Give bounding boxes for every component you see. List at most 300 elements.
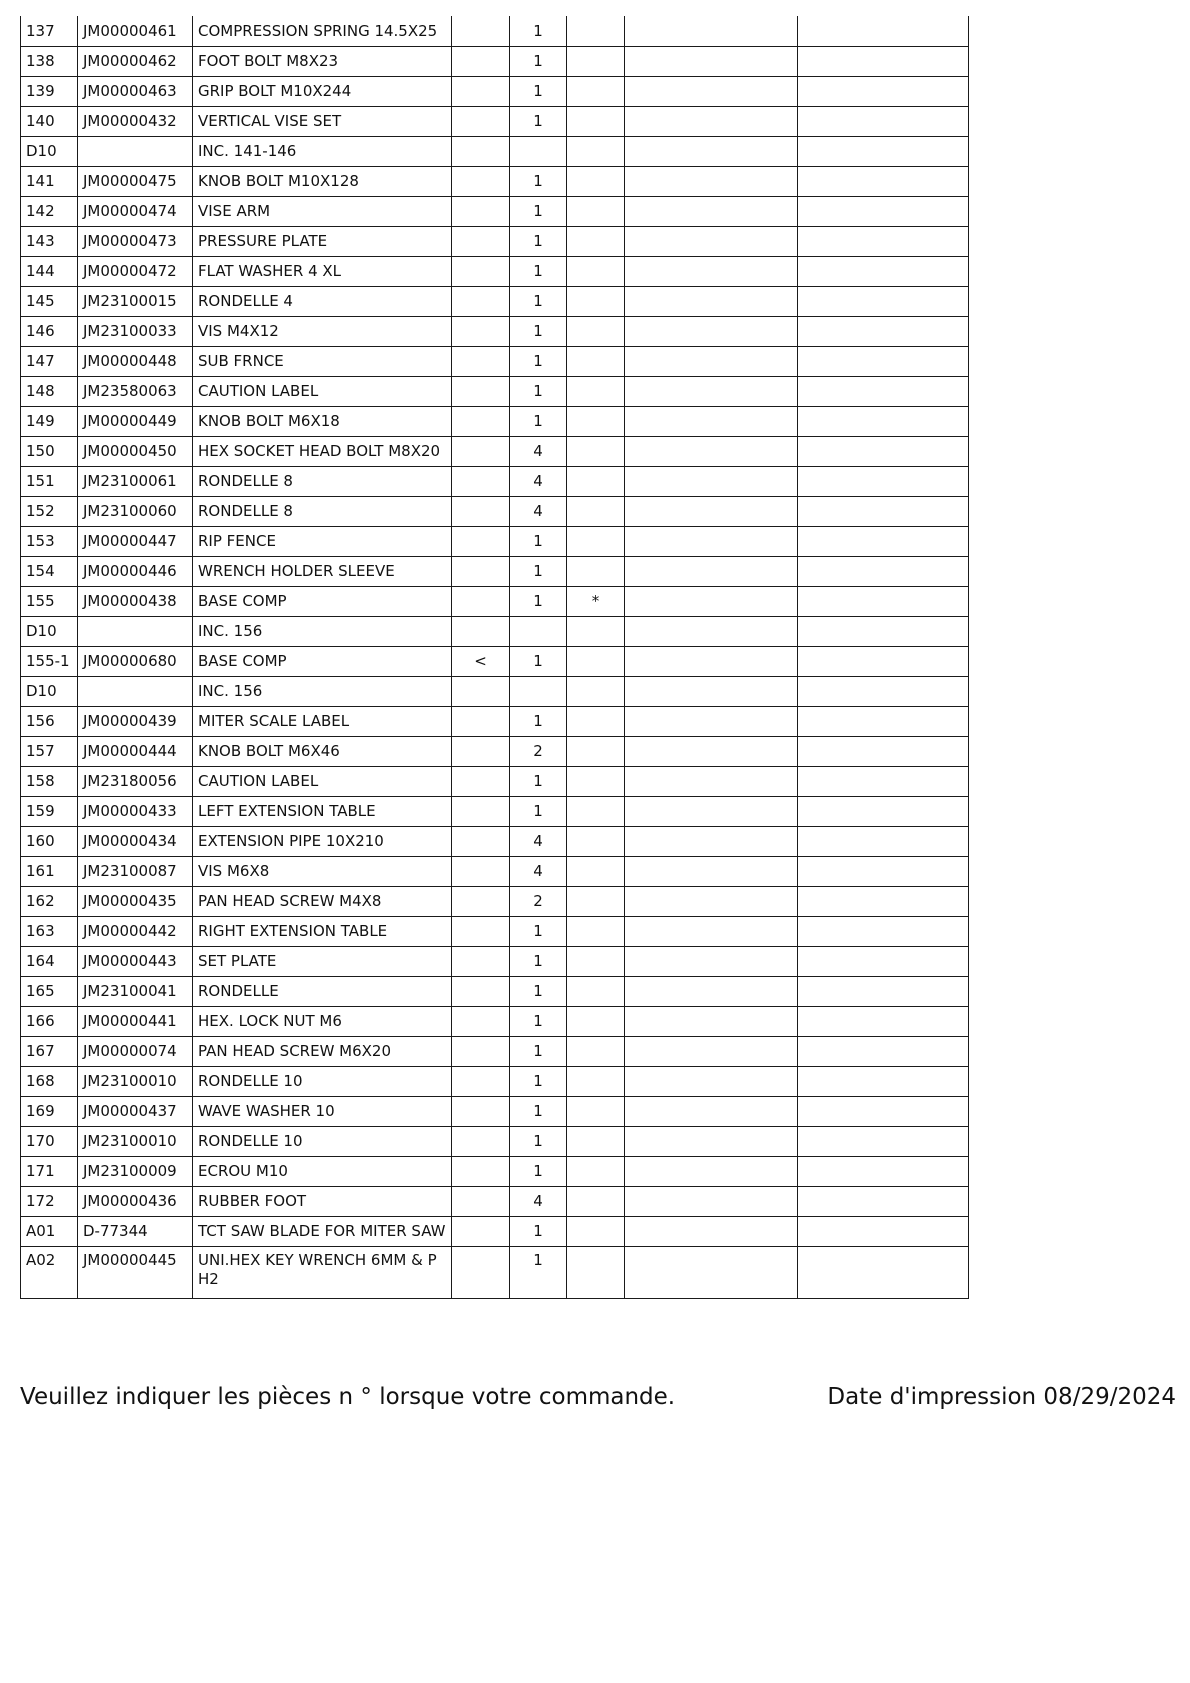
ref-cell: 158	[21, 766, 78, 796]
note-cell	[567, 16, 625, 46]
description-cell: LEFT EXTENSION TABLE	[193, 796, 452, 826]
part-number-cell: JM23100015	[78, 286, 193, 316]
blank-cell	[798, 1036, 969, 1066]
part-number-cell: JM00000438	[78, 586, 193, 616]
ref-cell: 144	[21, 256, 78, 286]
table-row	[21, 316, 969, 346]
quantity-cell: 1	[510, 346, 567, 376]
quantity-cell: 1	[510, 406, 567, 436]
ref-cell: 155	[21, 586, 78, 616]
mark-cell	[452, 106, 510, 136]
ref-cell: 138	[21, 46, 78, 76]
part-number-cell: JM00000439	[78, 706, 193, 736]
mark-cell: <	[452, 646, 510, 676]
blank-cell	[798, 1006, 969, 1036]
ref-cell: 159	[21, 796, 78, 826]
quantity-cell: 4	[510, 466, 567, 496]
note-cell	[567, 856, 625, 886]
table-row	[21, 76, 969, 106]
note-cell	[567, 1006, 625, 1036]
quantity-cell: 1	[510, 46, 567, 76]
note-cell	[567, 106, 625, 136]
description-cell: VISE ARM	[193, 196, 452, 226]
ref-cell: 164	[21, 946, 78, 976]
note-cell	[567, 676, 625, 706]
mark-cell	[452, 46, 510, 76]
ref-cell: 165	[21, 976, 78, 1006]
part-number-cell: D-77344	[78, 1216, 193, 1246]
part-number-cell: JM23100061	[78, 466, 193, 496]
blank-cell	[798, 916, 969, 946]
part-number-cell: JM00000474	[78, 196, 193, 226]
ref-cell: 142	[21, 196, 78, 226]
part-number-cell: JM00000463	[78, 76, 193, 106]
mark-cell	[452, 916, 510, 946]
table-row	[21, 196, 969, 226]
mark-cell	[452, 826, 510, 856]
blank-cell	[625, 46, 798, 76]
blank-cell	[625, 166, 798, 196]
mark-cell	[452, 976, 510, 1006]
description-cell: ECROU M10	[193, 1156, 452, 1186]
part-number-cell	[78, 616, 193, 646]
part-number-cell: JM00000472	[78, 256, 193, 286]
part-number-cell: JM00000435	[78, 886, 193, 916]
table-row	[21, 646, 969, 676]
mark-cell	[452, 1006, 510, 1036]
mark-cell	[452, 376, 510, 406]
ref-cell: A02	[21, 1246, 78, 1298]
description-cell: RONDELLE 10	[193, 1126, 452, 1156]
table-row	[21, 856, 969, 886]
table-row	[21, 286, 969, 316]
ref-cell: 157	[21, 736, 78, 766]
blank-cell	[625, 826, 798, 856]
note-cell	[567, 946, 625, 976]
mark-cell	[452, 16, 510, 46]
blank-cell	[625, 376, 798, 406]
part-number-cell: JM00000475	[78, 166, 193, 196]
print-date: Date d'impression 08/29/2024	[827, 1384, 1176, 1410]
blank-cell	[798, 76, 969, 106]
table-row	[21, 376, 969, 406]
table-row	[21, 556, 969, 586]
note-cell: *	[567, 586, 625, 616]
quantity-cell: 1	[510, 106, 567, 136]
note-cell	[567, 1156, 625, 1186]
ref-cell: 169	[21, 1096, 78, 1126]
mark-cell	[452, 406, 510, 436]
note-cell	[567, 166, 625, 196]
part-number-cell: JM00000441	[78, 1006, 193, 1036]
blank-cell	[798, 826, 969, 856]
mark-cell	[452, 436, 510, 466]
description-cell: INC. 156	[193, 616, 452, 646]
note-cell	[567, 886, 625, 916]
part-number-cell: JM00000446	[78, 556, 193, 586]
blank-cell	[625, 16, 798, 46]
mark-cell	[452, 286, 510, 316]
blank-cell	[625, 976, 798, 1006]
blank-cell	[798, 466, 969, 496]
blank-cell	[798, 796, 969, 826]
blank-cell	[798, 706, 969, 736]
quantity-cell: 1	[510, 196, 567, 226]
description-cell: KNOB BOLT M10X128	[193, 166, 452, 196]
blank-cell	[798, 346, 969, 376]
blank-cell	[625, 586, 798, 616]
note-cell	[567, 646, 625, 676]
quantity-cell: 4	[510, 496, 567, 526]
description-cell: MITER SCALE LABEL	[193, 706, 452, 736]
blank-cell	[798, 106, 969, 136]
table-row	[21, 826, 969, 856]
description-cell: CAUTION LABEL	[193, 766, 452, 796]
mark-cell	[452, 76, 510, 106]
description-cell: RIGHT EXTENSION TABLE	[193, 916, 452, 946]
blank-cell	[798, 316, 969, 346]
blank-cell	[625, 1156, 798, 1186]
mark-cell	[452, 856, 510, 886]
description-cell: PAN HEAD SCREW M6X20	[193, 1036, 452, 1066]
ref-cell: 163	[21, 916, 78, 946]
blank-cell	[798, 286, 969, 316]
part-number-cell: JM23100010	[78, 1126, 193, 1156]
mark-cell	[452, 466, 510, 496]
note-cell	[567, 976, 625, 1006]
ref-cell: 161	[21, 856, 78, 886]
description-cell: RIP FENCE	[193, 526, 452, 556]
part-number-cell: JM00000443	[78, 946, 193, 976]
blank-cell	[798, 676, 969, 706]
part-number-cell: JM00000434	[78, 826, 193, 856]
blank-cell	[625, 1096, 798, 1126]
blank-cell	[798, 646, 969, 676]
table-row	[21, 496, 969, 526]
blank-cell	[625, 286, 798, 316]
part-number-cell: JM00000432	[78, 106, 193, 136]
note-cell	[567, 436, 625, 466]
ref-cell: 172	[21, 1186, 78, 1216]
ref-cell: 167	[21, 1036, 78, 1066]
mark-cell	[452, 1156, 510, 1186]
ref-cell: 143	[21, 226, 78, 256]
quantity-cell: 1	[510, 76, 567, 106]
mark-cell	[452, 886, 510, 916]
note-cell	[567, 1096, 625, 1126]
quantity-cell	[510, 616, 567, 646]
description-cell: WRENCH HOLDER SLEEVE	[193, 556, 452, 586]
mark-cell	[452, 316, 510, 346]
quantity-cell: 4	[510, 826, 567, 856]
part-number-cell: JM23180056	[78, 766, 193, 796]
quantity-cell: 1	[510, 1006, 567, 1036]
table-row	[21, 586, 969, 616]
note-cell	[567, 466, 625, 496]
mark-cell	[452, 256, 510, 286]
blank-cell	[625, 316, 798, 346]
quantity-cell: 4	[510, 436, 567, 466]
quantity-cell: 1	[510, 1096, 567, 1126]
mark-cell	[452, 526, 510, 556]
ref-cell: 155-1	[21, 646, 78, 676]
table-row	[21, 526, 969, 556]
ref-cell: 171	[21, 1156, 78, 1186]
table-row	[21, 226, 969, 256]
blank-cell	[798, 616, 969, 646]
ref-cell: 166	[21, 1006, 78, 1036]
blank-cell	[798, 856, 969, 886]
blank-cell	[625, 1066, 798, 1096]
blank-cell	[625, 886, 798, 916]
ref-cell: 154	[21, 556, 78, 586]
part-number-cell: JM00000462	[78, 46, 193, 76]
blank-cell	[625, 106, 798, 136]
ref-cell: 140	[21, 106, 78, 136]
mark-cell	[452, 1246, 510, 1298]
blank-cell	[798, 376, 969, 406]
description-cell: INC. 156	[193, 676, 452, 706]
table-row	[21, 16, 969, 46]
mark-cell	[452, 496, 510, 526]
description-cell: TCT SAW BLADE FOR MITER SAW	[193, 1216, 452, 1246]
blank-cell	[798, 946, 969, 976]
quantity-cell: 4	[510, 856, 567, 886]
mark-cell	[452, 1216, 510, 1246]
part-number-cell: JM00000461	[78, 16, 193, 46]
ref-cell: D10	[21, 136, 78, 166]
table-row	[21, 166, 969, 196]
blank-cell	[625, 616, 798, 646]
quantity-cell: 1	[510, 766, 567, 796]
mark-cell	[452, 736, 510, 766]
blank-cell	[625, 466, 798, 496]
quantity-cell: 1	[510, 1246, 567, 1298]
blank-cell	[798, 196, 969, 226]
part-number-cell: JM00000436	[78, 1186, 193, 1216]
part-number-cell: JM23580063	[78, 376, 193, 406]
ref-cell: 170	[21, 1126, 78, 1156]
table-row	[21, 946, 969, 976]
table-row	[21, 1126, 969, 1156]
quantity-cell: 2	[510, 886, 567, 916]
ref-cell: A01	[21, 1216, 78, 1246]
note-cell	[567, 1246, 625, 1298]
quantity-cell: 1	[510, 946, 567, 976]
blank-cell	[798, 1156, 969, 1186]
mark-cell	[452, 226, 510, 256]
blank-cell	[625, 196, 798, 226]
note-cell	[567, 526, 625, 556]
part-number-cell: JM00000074	[78, 1036, 193, 1066]
quantity-cell: 1	[510, 376, 567, 406]
ref-cell: 145	[21, 286, 78, 316]
blank-cell	[798, 1066, 969, 1096]
blank-cell	[625, 436, 798, 466]
table-row	[21, 616, 969, 646]
blank-cell	[798, 886, 969, 916]
mark-cell	[452, 796, 510, 826]
part-number-cell: JM00000447	[78, 526, 193, 556]
part-number-cell: JM00000444	[78, 736, 193, 766]
blank-cell	[798, 736, 969, 766]
note-cell	[567, 136, 625, 166]
blank-cell	[625, 706, 798, 736]
description-cell: PRESSURE PLATE	[193, 226, 452, 256]
table-row	[21, 1036, 969, 1066]
blank-cell	[625, 406, 798, 436]
blank-cell	[625, 856, 798, 886]
note-cell	[567, 916, 625, 946]
note-cell	[567, 1066, 625, 1096]
note-cell	[567, 826, 625, 856]
table-row	[21, 1216, 969, 1246]
part-number-cell: JM23100041	[78, 976, 193, 1006]
ref-cell: 160	[21, 826, 78, 856]
blank-cell	[625, 256, 798, 286]
mark-cell	[452, 616, 510, 646]
blank-cell	[625, 1006, 798, 1036]
ref-cell: 153	[21, 526, 78, 556]
part-number-cell: JM23100009	[78, 1156, 193, 1186]
description-cell: UNI.HEX KEY WRENCH 6MM & P H2	[193, 1246, 452, 1298]
blank-cell	[798, 496, 969, 526]
description-cell: FOOT BOLT M8X23	[193, 46, 452, 76]
note-cell	[567, 406, 625, 436]
part-number-cell	[78, 136, 193, 166]
description-cell: FLAT WASHER 4 XL	[193, 256, 452, 286]
description-cell: SUB FRNCE	[193, 346, 452, 376]
ref-cell: 156	[21, 706, 78, 736]
part-number-cell: JM00000445	[78, 1246, 193, 1298]
blank-cell	[798, 1216, 969, 1246]
blank-cell	[625, 76, 798, 106]
description-cell: KNOB BOLT M6X46	[193, 736, 452, 766]
description-cell: VERTICAL VISE SET	[193, 106, 452, 136]
mark-cell	[452, 1036, 510, 1066]
table-row	[21, 406, 969, 436]
table-row	[21, 136, 969, 166]
blank-cell	[798, 1096, 969, 1126]
blank-cell	[625, 676, 798, 706]
table-row	[21, 1186, 969, 1216]
parts-table-body	[21, 16, 969, 1298]
table-row	[21, 1066, 969, 1096]
table-row	[21, 766, 969, 796]
part-number-cell: JM00000433	[78, 796, 193, 826]
quantity-cell: 2	[510, 736, 567, 766]
mark-cell	[452, 676, 510, 706]
ref-cell: 150	[21, 436, 78, 466]
part-number-cell: JM00000680	[78, 646, 193, 676]
part-number-cell	[78, 676, 193, 706]
quantity-cell: 1	[510, 556, 567, 586]
table-row	[21, 1246, 969, 1298]
part-number-cell: JM00000448	[78, 346, 193, 376]
quantity-cell	[510, 136, 567, 166]
table-row	[21, 676, 969, 706]
quantity-cell: 1	[510, 976, 567, 1006]
quantity-cell: 4	[510, 1186, 567, 1216]
blank-cell	[625, 1036, 798, 1066]
quantity-cell: 1	[510, 526, 567, 556]
blank-cell	[798, 526, 969, 556]
table-row	[21, 106, 969, 136]
description-cell: RONDELLE 8	[193, 496, 452, 526]
blank-cell	[625, 1186, 798, 1216]
ref-cell: 151	[21, 466, 78, 496]
blank-cell	[798, 1126, 969, 1156]
quantity-cell: 1	[510, 1156, 567, 1186]
table-row	[21, 466, 969, 496]
blank-cell	[625, 916, 798, 946]
description-cell: RONDELLE 8	[193, 466, 452, 496]
description-cell: PAN HEAD SCREW M4X8	[193, 886, 452, 916]
description-cell: INC. 141-146	[193, 136, 452, 166]
mark-cell	[452, 556, 510, 586]
quantity-cell: 1	[510, 706, 567, 736]
description-cell: EXTENSION PIPE 10X210	[193, 826, 452, 856]
table-row	[21, 346, 969, 376]
ref-cell: 168	[21, 1066, 78, 1096]
table-row	[21, 1096, 969, 1126]
note-cell	[567, 796, 625, 826]
part-number-cell: JM23100060	[78, 496, 193, 526]
mark-cell	[452, 1096, 510, 1126]
ref-cell: 141	[21, 166, 78, 196]
part-number-cell: JM23100087	[78, 856, 193, 886]
quantity-cell: 1	[510, 586, 567, 616]
table-row	[21, 256, 969, 286]
note-cell	[567, 286, 625, 316]
blank-cell	[798, 586, 969, 616]
quantity-cell: 1	[510, 166, 567, 196]
note-cell	[567, 316, 625, 346]
mark-cell	[452, 166, 510, 196]
note-cell	[567, 736, 625, 766]
description-cell: GRIP BOLT M10X244	[193, 76, 452, 106]
table-row	[21, 796, 969, 826]
blank-cell	[798, 406, 969, 436]
blank-cell	[625, 1216, 798, 1246]
note-cell	[567, 1036, 625, 1066]
quantity-cell: 1	[510, 286, 567, 316]
table-row	[21, 46, 969, 76]
description-cell: COMPRESSION SPRING 14.5X25	[193, 16, 452, 46]
quantity-cell	[510, 676, 567, 706]
parts-table	[20, 16, 969, 1299]
ref-cell: 139	[21, 76, 78, 106]
blank-cell	[798, 976, 969, 1006]
blank-cell	[625, 226, 798, 256]
description-cell: RUBBER FOOT	[193, 1186, 452, 1216]
note-cell	[567, 616, 625, 646]
quantity-cell: 1	[510, 316, 567, 346]
part-number-cell: JM00000449	[78, 406, 193, 436]
blank-cell	[798, 46, 969, 76]
ref-cell: 147	[21, 346, 78, 376]
quantity-cell: 1	[510, 256, 567, 286]
blank-cell	[625, 496, 798, 526]
part-number-cell: JM23100010	[78, 1066, 193, 1096]
table-row	[21, 916, 969, 946]
note-cell	[567, 196, 625, 226]
description-cell: RONDELLE 4	[193, 286, 452, 316]
table-row	[21, 886, 969, 916]
note-cell	[567, 706, 625, 736]
mark-cell	[452, 586, 510, 616]
blank-cell	[625, 136, 798, 166]
